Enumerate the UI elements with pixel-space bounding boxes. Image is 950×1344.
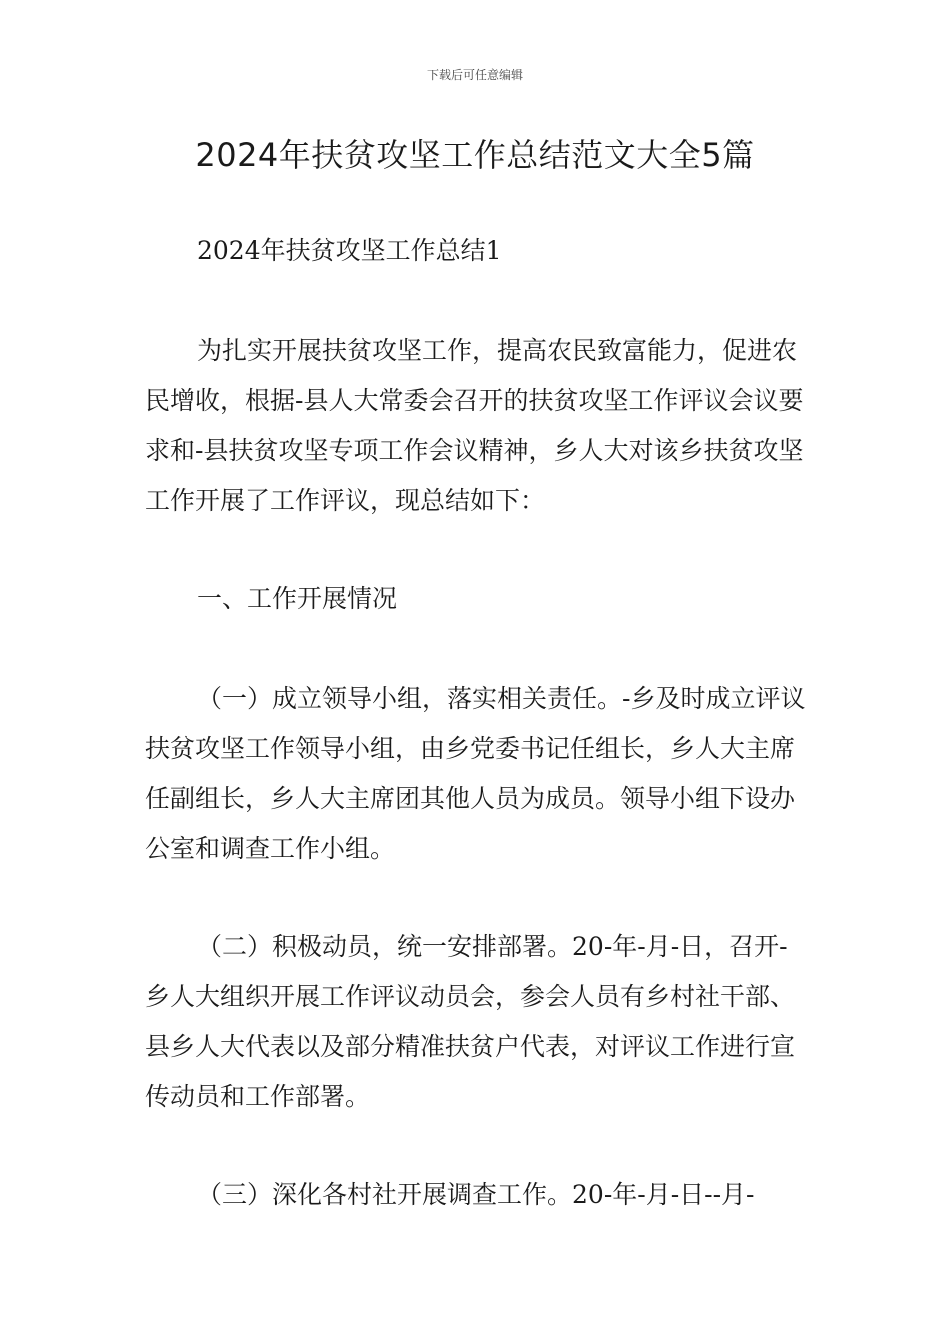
section-heading-1: 一、工作开展情况 [197, 584, 398, 613]
header-note: 下载后可任意编辑 [426, 68, 523, 82]
page-title: 2024年扶贫攻坚工作总结范文大全5篇 [195, 136, 755, 174]
paragraph-intro: 为扎实开展扶贫攻坚工作，提高农民致富能力，促进农民增收，根据-县人大常委会召开的扶贫攻坚工作评议会议要求和-县扶贫攻坚专项工作会议精神，乡人大对该乡扶贫攻坚工作开展了工作评议，现总结如下： [145, 336, 804, 515]
paragraph-item-2: （二）积极动员，统一安排部署。20-年-月-日，召开-乡人大组织开展工作评议动员会，参会人员有乡村社干部、县乡人大代表以及部分精准扶贫户代表，对评议工作进行宣传动员和工作部署。 [145, 932, 796, 1111]
paragraph-item-1: （一）成立领导小组，落实相关责任。-乡及时成立评议扶贫攻坚工作领导小组，由乡党委书记任组长，乡人大主席任副组长，乡人大主席团其他人员为成员。领导小组下设办公室和调查工作小组。 [145, 684, 806, 863]
paragraph-item-3: （三）深化各村社开展调查工作。20-年-月-日--月- [197, 1180, 755, 1209]
document-subtitle: 2024年扶贫攻坚工作总结1 [197, 236, 502, 265]
